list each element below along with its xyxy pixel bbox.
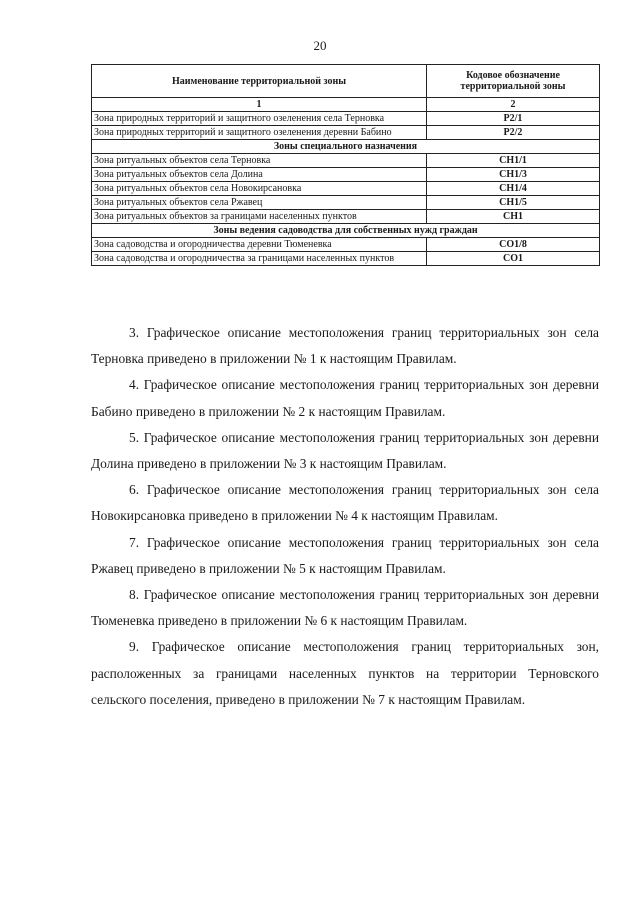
paragraph-9: 9. Графическое описание местоположения границ территориальных зон, расположенных за границами населенных пунктов на территории Терновского сельского поселения, приведено в приложении № 7 к настоящим Правилам.	[91, 639, 599, 707]
zone-code: СО1	[427, 252, 600, 266]
zone-name: Зона природных территорий и защитного озеленения деревни Бабино	[92, 126, 427, 140]
paragraph-4: 4. Графическое описание местоположения границ территориальных зон деревни Бабино приведено в приложении № 2 к настоящим Правилам.	[91, 377, 599, 419]
paragraph-5: 5. Графическое описание местоположения границ территориальных зон деревни Долина приведено в приложении № 3 к настоящим Правилам.	[91, 429, 599, 472]
page-number: 20	[313, 38, 327, 53]
zone-code: СН1/4	[427, 182, 600, 196]
table-row	[92, 238, 600, 252]
paragraph-3: 3. Графическое описание местоположения границ территориальных зон села Терновка приведено в приложении № 1 к настоящим Правилам.	[91, 325, 599, 367]
column-number-1: 1	[92, 98, 427, 112]
table-row	[92, 168, 600, 182]
section-row	[92, 140, 600, 154]
zone-name: Зона садоводства и огородничества за границами населенных пунктов	[92, 252, 427, 266]
zone-code: СО1/8	[427, 238, 600, 252]
table-row	[92, 112, 600, 126]
zone-name: Зона ритуальных объектов села Ржавец	[92, 196, 427, 210]
table-row	[92, 210, 600, 224]
header-zone-code: Кодовое обозначение территориальной зоны	[427, 65, 600, 98]
zone-code: СН1/3	[427, 168, 600, 182]
table-row	[92, 154, 600, 168]
zone-code: Р2/2	[427, 126, 600, 140]
zone-name: Зона ритуальных объектов за границами населенных пунктов	[92, 210, 427, 224]
paragraph-6: 6. Графическое описание местоположения границ территориальных зон села Новокирсановка приведено в приложении № 4 к настоящим Правилам.	[91, 482, 599, 524]
section-special-purpose: Зоны специального назначения	[92, 140, 600, 154]
table-row	[92, 126, 600, 140]
zone-code: СН1/5	[427, 196, 600, 210]
body-text	[91, 320, 599, 713]
zone-name: Зона ритуальных объектов села Новокирсановка	[92, 182, 427, 196]
column-number-row	[92, 98, 600, 112]
section-gardening: Зоны ведения садоводства для собственных нужд граждан	[92, 224, 600, 238]
table-row	[92, 252, 600, 266]
zone-name: Зона природных территорий и защитного озеленения села Терновка	[92, 112, 427, 126]
zone-name: Зона ритуальных объектов села Долина	[92, 168, 427, 182]
zone-code: СН1	[427, 210, 600, 224]
paragraph-8: 8. Графическое описание местоположения границ территориальных зон деревни Тюменевка приведено в приложении № 6 к настоящим Правилам.	[91, 587, 599, 629]
table-row	[92, 196, 600, 210]
zone-code: СН1/1	[427, 154, 600, 168]
territorial-zones-table	[91, 64, 600, 266]
section-row	[92, 224, 600, 238]
header-zone-name: Наименование территориальной зоны	[92, 65, 427, 98]
column-number-2: 2	[427, 98, 600, 112]
zone-name: Зона ритуальных объектов села Терновка	[92, 154, 427, 168]
zone-code: Р2/1	[427, 112, 600, 126]
table-header-row	[92, 65, 600, 98]
table-row	[92, 182, 600, 196]
zone-name: Зона садоводства и огородничества деревни Тюменевка	[92, 238, 427, 252]
paragraph-7: 7. Графическое описание местоположения границ территориальных зон села Ржавец приведено в приложении № 5 к настоящим Правилам.	[91, 534, 599, 576]
